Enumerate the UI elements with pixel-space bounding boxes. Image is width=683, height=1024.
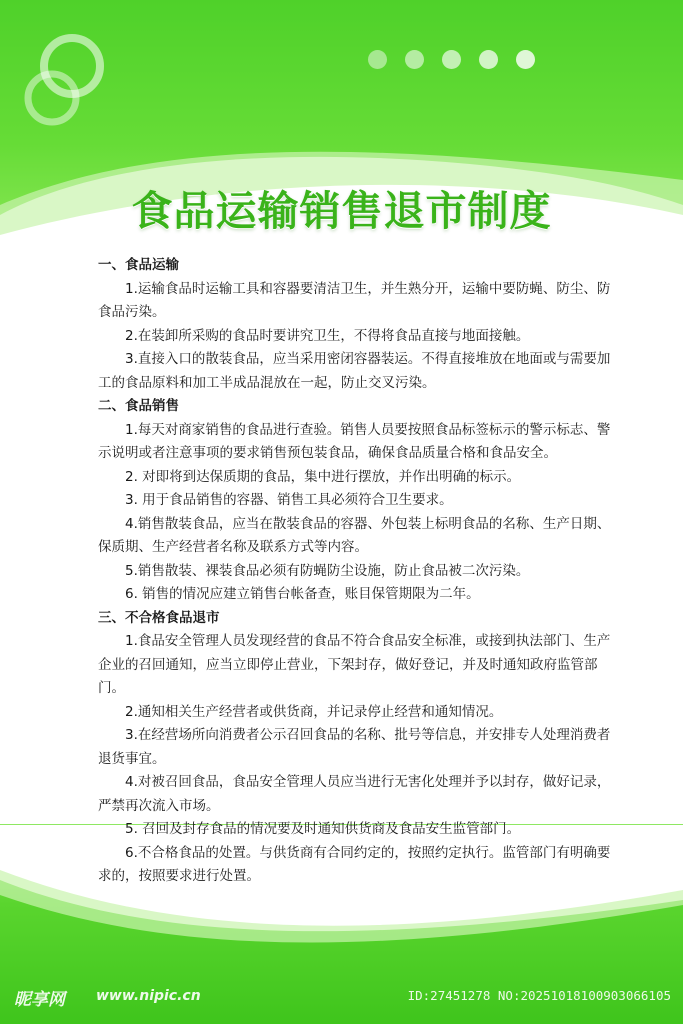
list-item: 4.对被召回食品，食品安全管理人员应当进行无害化处理并予以封存，做好记录，严禁再次流入市场。 (98, 774, 611, 814)
dot-icon (442, 50, 461, 69)
list-item: 1.运输食品时运输工具和容器要清洁卫生，并生熟分开，运输中要防蝇、防尘、防食品污染。 (98, 280, 611, 320)
list-item: 3. 用于食品销售的容器、销售工具必须符合卫生要求。 (125, 492, 453, 508)
dot-icon (405, 50, 424, 69)
page-title: 食品运输销售退市制度 (131, 187, 552, 235)
list-item: 3.直接入口的散装食品，应当采用密闭容器装运。不得直接堆放在地面或与需要加工的食品原料和加工半成品混放在一起，防止交叉污染。 (98, 351, 611, 391)
watermark-id: ID:27451278 NO:20251018100903066105 (407, 988, 671, 1003)
dot-icon (368, 50, 387, 69)
section-heading: 一、食品运输 (98, 257, 179, 273)
watermark-logo: 昵享网 (14, 990, 65, 1010)
list-item: 1.食品安全管理人员发现经营的食品不符合食品安全标准，或接到执法部门、生产企业的召回通知，应当立即停止营业，下架封存，做好登记，并及时通知政府监管部门。 (98, 633, 611, 696)
list-item: 1.每天对商家销售的食品进行查验。销售人员要按照食品标签标示的警示标志、警示说明或者注意事项的要求销售预包装食品，确保食品质量合格和食品安全。 (98, 421, 611, 461)
list-item: 2. 对即将到达保质期的食品，集中进行摆放，并作出明确的标示。 (125, 468, 521, 485)
list-item: 6.不合格食品的处置。与供货商有合同约定的，按照约定执行。监管部门有明确要求的，按照要求进行处置。 (98, 844, 611, 884)
list-item: 2.通知相关生产经营者或供货商，并记录停止经营和通知情况。 (125, 703, 503, 720)
list-item: 2.在装卸所采购的食品时要讲究卫生，不得将食品直接与地面接触。 (125, 327, 530, 344)
list-item: 6. 销售的情况应建立销售台帐备查，账目保管期限为二年。 (125, 586, 480, 602)
watermark-url: www.nipic.cn (96, 988, 201, 1004)
list-item: 5.销售散装、裸装食品必须有防蝇防尘设施，防止食品被二次污染。 (125, 562, 530, 579)
dot-icon (479, 50, 498, 69)
dot-icon (516, 50, 535, 69)
list-item: 4.销售散装食品，应当在散装食品的容器、外包装上标明食品的名称、生产日期、保质期、生产经营者名称及联系方式等内容。 (98, 515, 611, 555)
section-heading: 二、食品销售 (98, 398, 179, 414)
regulation-body (98, 254, 620, 889)
list-item: 5. 召回及封存食品的情况要及时通知供货商及食品安生监管部门。 (125, 821, 521, 837)
list-item: 3.在经营场所向消费者公示召回食品的名称、批号等信息，并安排专人处理消费者退货事宜。 (98, 727, 611, 767)
section-heading: 三、不合格食品退市 (98, 609, 220, 626)
